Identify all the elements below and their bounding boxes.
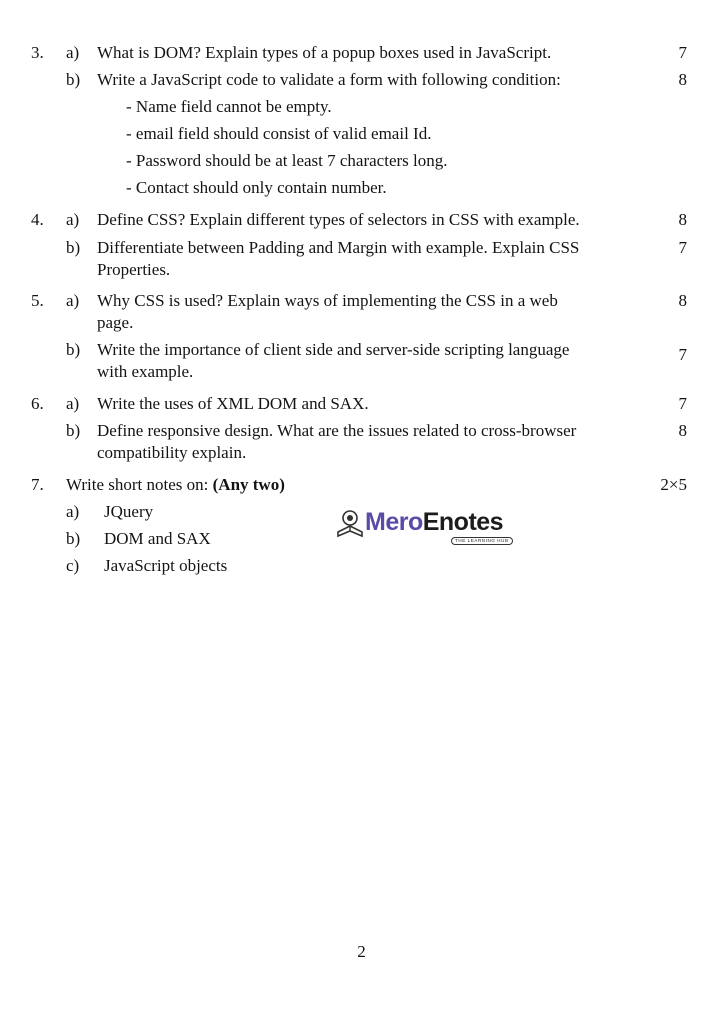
heading-text: Write short notes on: [66,475,213,494]
logo-part-enotes: Enotes [422,508,504,536]
note-text: DOM and SAX [104,529,211,548]
logo-tagline: THE LEARNING HUB [451,537,513,545]
condition-item: - Password should be at least 7 characters long. [126,151,448,170]
marks: 8 [678,210,687,229]
part-label: a) [66,291,80,310]
part-text-line: Why CSS is used? Explain ways of implementing the CSS in a web [97,291,558,310]
part-label: b) [66,238,81,257]
question-heading [66,474,611,496]
part-text-line: Differentiate between Padding and Margin with example. Explain CSS [97,238,580,257]
part-text-line: Properties. [97,260,171,279]
meroenotes-logo [333,502,529,548]
marks: 2×5 [660,475,687,494]
question-number: 5. [31,291,44,310]
marks: 7 [678,43,687,62]
part-text-line: page. [97,313,134,332]
note-text: JQuery [104,502,154,521]
part-text-line: Define responsive design. What are the issues related to cross-browser [97,421,577,440]
note-label: c) [66,556,80,575]
part-label: a) [66,394,80,413]
note-text: JavaScript objects [104,556,228,575]
book-reader-icon [335,508,365,538]
logo-part-mero: Mero [365,508,423,536]
condition-item: - Name field cannot be empty. [126,97,332,116]
question-number: 6. [31,394,44,413]
note-label: a) [66,502,80,521]
part-label: a) [66,210,80,229]
part-label: b) [66,340,81,359]
question-number: 4. [31,210,44,229]
part-text: Write a JavaScript code to validate a form with following condition: [97,70,561,89]
marks: 7 [678,394,687,413]
question-number: 3. [31,43,44,62]
heading-bold: (Any two) [212,475,285,494]
marks: 7 [678,238,687,257]
part-label: b) [66,70,81,89]
part-text: Define CSS? Explain different types of selectors in CSS with example. [97,210,580,229]
part-text-line: Write the importance of client side and server-side scripting language [97,340,570,359]
marks: 8 [678,291,687,310]
part-text: What is DOM? Explain types of a popup boxes used in JavaScript. [97,43,552,62]
part-text-line: with example. [97,362,194,381]
condition-item: - Contact should only contain number. [126,178,387,197]
condition-item: - email field should consist of valid email Id. [126,124,432,143]
part-label: a) [66,43,80,62]
note-label: b) [66,529,81,548]
marks: 7 [678,345,687,364]
logo-wordmark [365,508,503,537]
marks: 8 [678,421,687,440]
question-number: 7. [31,475,44,494]
page-number: 2 [357,942,366,961]
marks: 8 [678,70,687,89]
part-text: Write the uses of XML DOM and SAX. [97,394,369,413]
part-label: b) [66,421,81,440]
part-text-line: compatibility explain. [97,443,247,462]
